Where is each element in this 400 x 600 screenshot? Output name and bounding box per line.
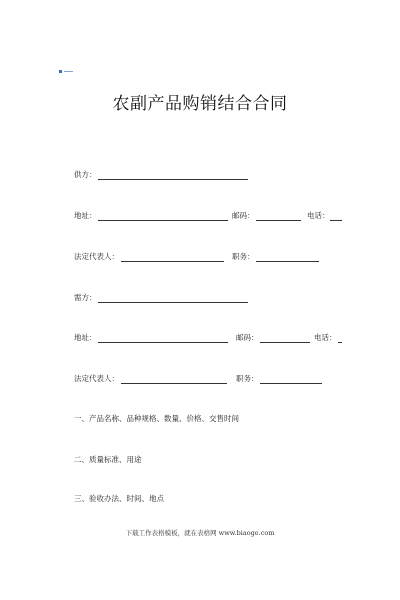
buyer-position-label: 职务： <box>236 374 259 383</box>
page-footer: 下载工作表格模板，就在表格网 www.biaoge.com <box>125 529 275 537</box>
buyer-phone-blank[interactable] <box>338 342 342 343</box>
supplier-legal-rep-label: 法定代表人： <box>74 252 119 261</box>
section-heading-3: 三、验收办法、时间、地点 <box>74 494 164 503</box>
buyer-name-label: 需方： <box>74 293 97 302</box>
supplier-name-blank[interactable] <box>98 179 248 180</box>
supplier-postcode-label: 邮码： <box>232 211 255 220</box>
section-heading-1: 一、产品名称、品种规格、数量、价格、交售时间 <box>74 414 239 423</box>
supplier-position-blank[interactable] <box>256 261 319 262</box>
supplier-name-label: 供方： <box>74 170 97 179</box>
brand-logo-mark <box>59 69 73 73</box>
supplier-phone-label: 电话： <box>307 211 330 220</box>
supplier-phone-blank[interactable] <box>330 220 342 221</box>
logo-line-icon <box>64 71 73 72</box>
supplier-postcode-blank[interactable] <box>256 220 301 221</box>
buyer-postcode-label: 邮码： <box>236 333 259 342</box>
buyer-address-blank[interactable] <box>98 342 228 343</box>
supplier-address-label: 地址： <box>74 211 97 220</box>
buyer-address-label: 地址： <box>74 333 97 342</box>
supplier-legal-rep-blank[interactable] <box>121 261 224 262</box>
buyer-legal-rep-blank[interactable] <box>121 383 227 384</box>
buyer-position-blank[interactable] <box>260 383 322 384</box>
buyer-postcode-blank[interactable] <box>260 342 310 343</box>
buyer-name-blank[interactable] <box>98 302 248 303</box>
document-title: 农副产品购销结合合同 <box>112 94 288 114</box>
supplier-position-label: 职务： <box>232 252 255 261</box>
buyer-legal-rep-label: 法定代表人： <box>74 374 119 383</box>
logo-square-icon <box>59 70 62 73</box>
section-heading-2: 二、质量标准、用途 <box>74 455 142 464</box>
supplier-address-blank[interactable] <box>98 220 228 221</box>
buyer-phone-label: 电话： <box>314 333 337 342</box>
